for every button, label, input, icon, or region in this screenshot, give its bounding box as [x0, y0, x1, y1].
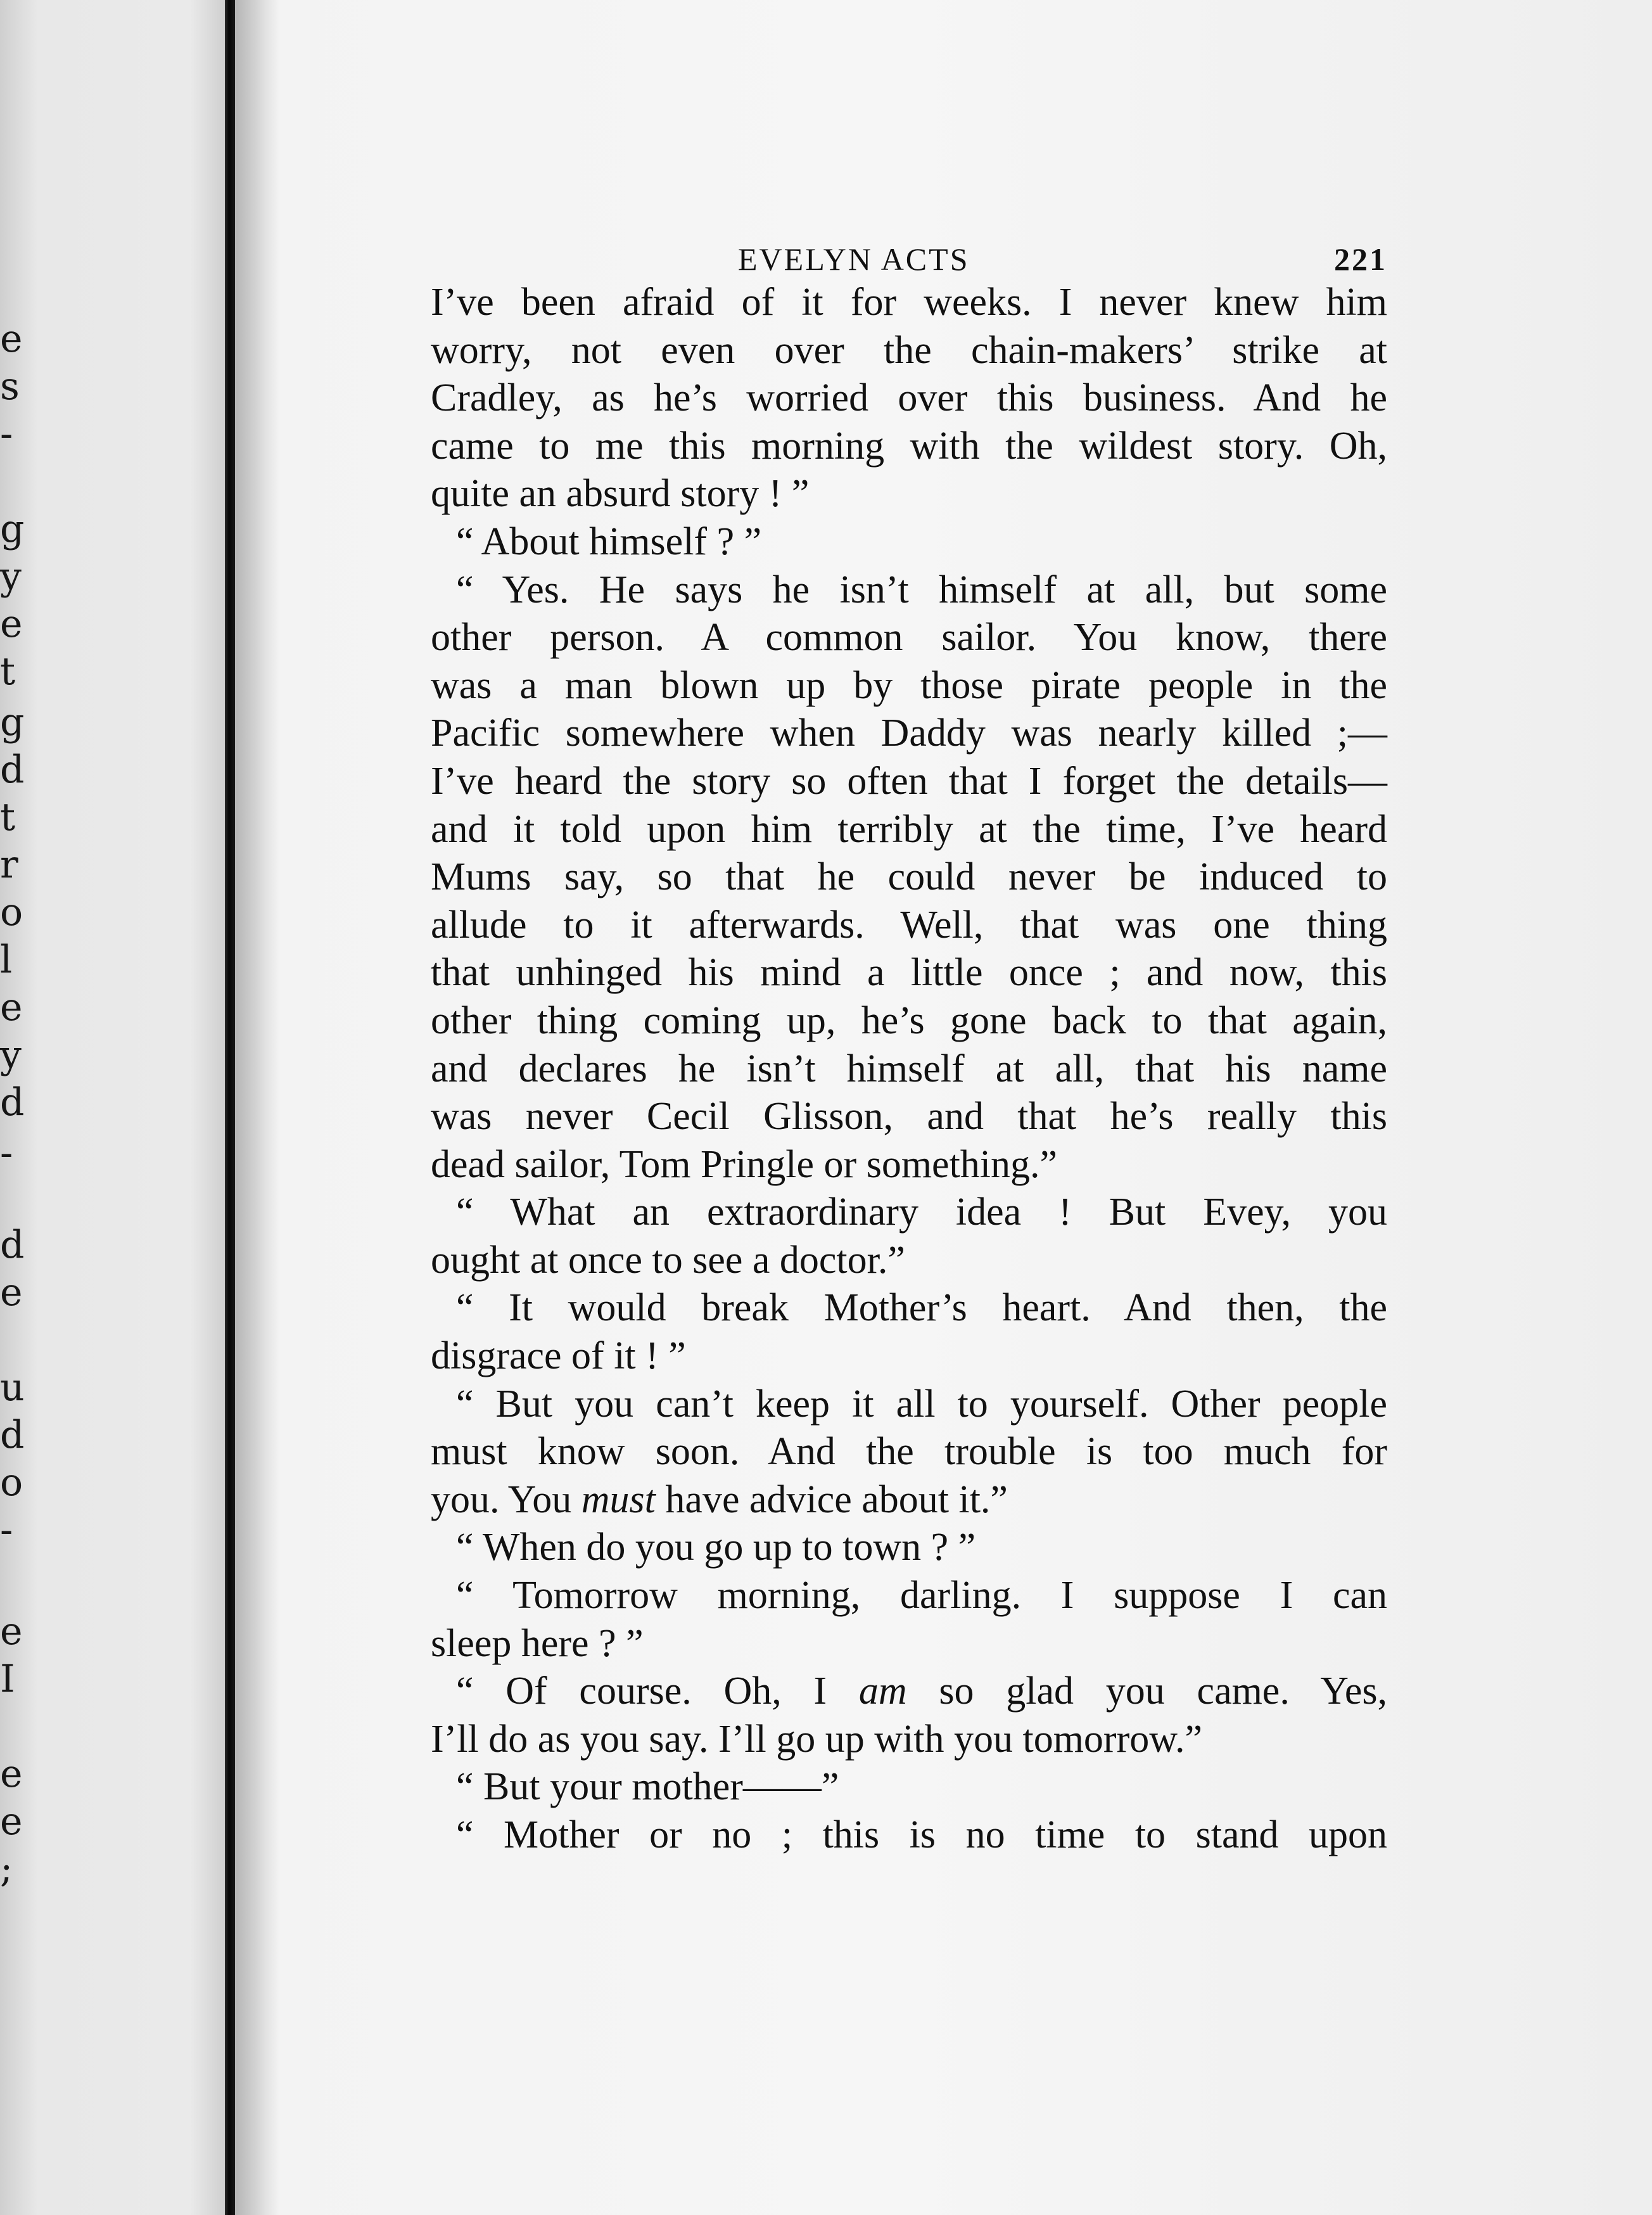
page-number: 221	[1334, 241, 1387, 277]
text-line: Pacific somewhere when Daddy was nearly killed ;—	[431, 712, 1387, 755]
text-line: “ It would break Mother’s heart. And then, the	[456, 1286, 1387, 1330]
facing-page-fragment: -	[0, 412, 13, 456]
facing-page-fragment: d	[0, 1223, 25, 1267]
text-line: and it told upon him terribly at the time, I’ve heard	[431, 807, 1387, 851]
body-text	[431, 279, 1387, 1860]
text-line: “ When do you go up to town ? ”	[456, 1526, 976, 1569]
facing-page	[0, 0, 225, 2215]
text-segment: “ Of course. Oh, I	[456, 1669, 859, 1713]
text-line: I’ve been afraid of it for weeks. I never knew him	[431, 281, 1387, 324]
facing-page-fragment: o	[0, 1460, 23, 1505]
text-line: “ What an extraordinary idea ! But Evey, you	[456, 1190, 1387, 1234]
italic-emphasis: am	[858, 1669, 907, 1713]
facing-page-fragment: o	[0, 890, 23, 935]
facing-page-fragment: d	[0, 1080, 25, 1125]
facing-page-fragment: -	[0, 1508, 13, 1552]
text-line: “ Yes. He says he isn’t himself at all, but some	[456, 568, 1387, 611]
text-line: must know soon. And the trouble is too much for	[431, 1430, 1387, 1474]
text-line: “ About himself ? ”	[456, 520, 762, 563]
facing-page-fragment: l	[0, 938, 13, 982]
text-line: quite an absurd story ! ”	[431, 472, 810, 516]
facing-page-fragment: e	[0, 602, 23, 646]
facing-page-fragment: s	[0, 364, 20, 409]
running-head	[431, 228, 1387, 279]
text-line: “ But you can’t keep it all to yourself. Other people	[456, 1382, 1387, 1426]
text-line: I’ve heard the story so often that I forget the details—	[431, 759, 1387, 803]
text-line: allude to it afterwards. Well, that was one thing	[431, 903, 1387, 947]
gutter-shadow	[235, 0, 279, 2215]
text-line: ought at once to see a doctor.”	[431, 1238, 905, 1282]
text-line: “ But your mother——”	[456, 1765, 839, 1809]
facing-page-fragment: e	[0, 1609, 23, 1654]
text-line: worry, not even over the chain-makers’ strike at	[431, 328, 1387, 372]
facing-page-fragment: g	[0, 700, 25, 744]
text-line: disgrace of it ! ”	[431, 1334, 686, 1378]
book-spine-gutter	[225, 0, 235, 2215]
text-line: that unhinged his mind a little once ; and now, this	[431, 951, 1387, 995]
text-line: Mums say, so that he could never be induced to	[431, 855, 1387, 899]
facing-page-fragment: I	[0, 1657, 15, 1701]
text-line: I’ll do as you say. I’ll go up with you tomorrow.”	[431, 1717, 1202, 1761]
facing-page-fragment: ;	[0, 1847, 13, 1891]
facing-page-fragment: e	[0, 317, 23, 361]
facing-page-fragment: u	[0, 1365, 25, 1410]
facing-page-fragment: y	[0, 554, 22, 599]
facing-page-fragment: e	[0, 1752, 23, 1796]
running-head-title: EVELYN ACTS	[738, 241, 970, 277]
text-line	[431, 1476, 1387, 1524]
text-segment: have advice about it.”	[655, 1478, 1008, 1521]
facing-page-fragment: -	[0, 1131, 13, 1175]
facing-page-fragment: g	[0, 507, 25, 551]
text-line: sleep here ? ”	[431, 1621, 644, 1665]
facing-page-fragment: d	[0, 1413, 25, 1457]
text-line: “ Mother or no ; this is no time to stand upon	[456, 1813, 1387, 1856]
facing-page-fragment: e	[0, 1799, 23, 1844]
facing-page-fragment: t	[0, 649, 16, 694]
text-line: “ Tomorrow morning, darling. I suppose I can	[456, 1574, 1387, 1618]
facing-page-fragment: r	[0, 843, 18, 887]
text-segment: so glad you came. Yes,	[906, 1669, 1387, 1713]
facing-page-text-fragments	[0, 0, 38, 2215]
text-line: other thing coming up, he’s gone back to that again,	[431, 999, 1387, 1042]
page-text-block	[431, 228, 1387, 1860]
text-line: dead sailor, Tom Pringle or something.”	[431, 1142, 1058, 1186]
facing-page-fragment: y	[0, 1033, 22, 1077]
text-line: and declares he isn’t himself at all, that his name	[431, 1047, 1387, 1090]
text-line: came to me this morning with the wildest story. Oh,	[431, 424, 1387, 468]
facing-page-fragment: e	[0, 1270, 23, 1315]
text-line: was a man blown up by those pirate people in the	[431, 663, 1387, 707]
text-line: Cradley, as he’s worried over this business. And he	[431, 376, 1387, 420]
facing-page-fragment: e	[0, 985, 23, 1030]
text-line	[431, 1668, 1387, 1716]
text-segment: you. You	[431, 1478, 581, 1521]
facing-page-fragment: d	[0, 748, 25, 792]
italic-emphasis: must	[581, 1478, 656, 1521]
text-line: was never Cecil Glisson, and that he’s really this	[431, 1095, 1387, 1139]
facing-page-fragment: t	[0, 795, 16, 839]
text-line: other person. A common sailor. You know, there	[431, 616, 1387, 660]
